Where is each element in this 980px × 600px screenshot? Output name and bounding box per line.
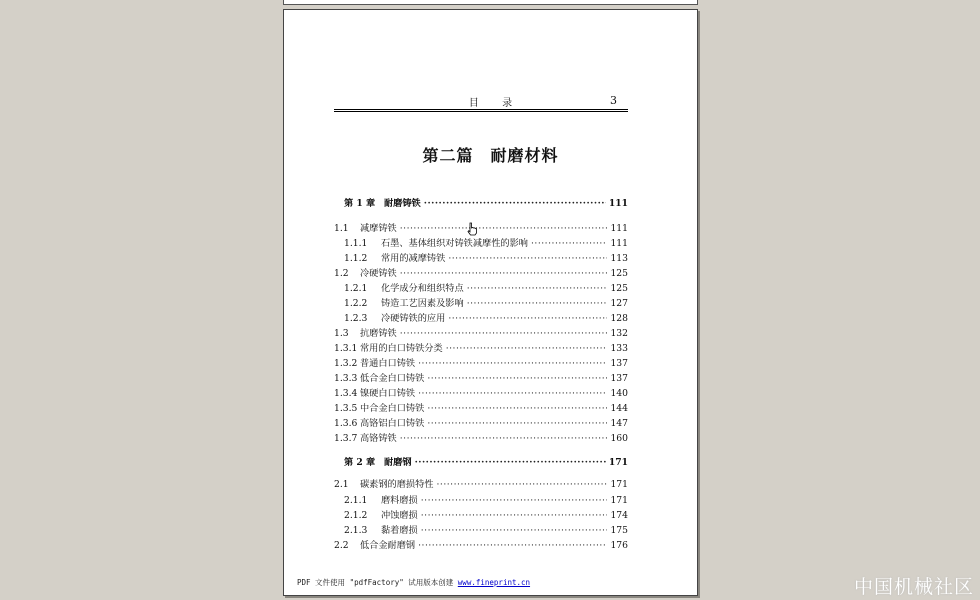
header-rule bbox=[334, 109, 628, 112]
hand-cursor-icon bbox=[466, 222, 478, 236]
previous-page-edge bbox=[283, 0, 698, 5]
toc-entry-page: 140 bbox=[610, 388, 628, 399]
toc-dot-leader bbox=[448, 312, 607, 326]
toc-entry-title: 低合金白口铸铁 bbox=[360, 373, 425, 384]
toc-entry-page: 132 bbox=[610, 328, 628, 339]
toc-row bbox=[334, 267, 628, 281]
toc-entry-page: 111 bbox=[610, 223, 628, 234]
toc-entry-title: 减摩铸铁 bbox=[360, 223, 397, 234]
toc-row bbox=[334, 327, 628, 341]
toc-entry-number: 1.2.1 bbox=[344, 283, 368, 294]
toc-dot-leader bbox=[400, 222, 608, 236]
toc-entry-number: 1.3 bbox=[334, 328, 349, 339]
toc-entry-title: 高铬铸铁 bbox=[360, 433, 397, 444]
toc-row bbox=[334, 417, 628, 431]
toc-dot-leader bbox=[421, 524, 608, 538]
toc-entry-number: 1.3.6 bbox=[334, 418, 358, 429]
toc-dot-leader bbox=[418, 387, 607, 401]
toc-entry-page: 125 bbox=[610, 268, 628, 279]
toc-dot-leader bbox=[448, 252, 607, 266]
toc-row bbox=[334, 252, 628, 266]
toc-entry-title: 碳素钢的磨损特性 bbox=[360, 479, 434, 490]
toc-entry-number: 1.3.1 bbox=[334, 343, 358, 354]
toc-row bbox=[334, 357, 628, 371]
toc-entry-page: 125 bbox=[610, 283, 628, 294]
toc-entry-number: 1.3.2 bbox=[334, 358, 358, 369]
toc-dot-leader bbox=[531, 237, 607, 251]
toc-entry-number: 2.1.1 bbox=[344, 495, 368, 506]
toc-entry-title: 石墨、基体组织对铸铁减摩性的影响 bbox=[381, 238, 528, 249]
toc-entry-page: 127 bbox=[610, 298, 628, 309]
toc-entry-page: 171 bbox=[610, 495, 628, 506]
toc-dot-leader bbox=[424, 197, 606, 211]
toc-entry-number: 1.2 bbox=[334, 268, 349, 279]
toc-entry-number: 1.3.7 bbox=[334, 433, 358, 444]
toc-entry-number: 1.3.4 bbox=[334, 388, 358, 399]
toc-dot-leader bbox=[467, 297, 608, 311]
toc-entry-title: 冷硬铸铁的应用 bbox=[381, 313, 446, 324]
toc-dot-leader bbox=[421, 509, 608, 523]
toc-dot-leader bbox=[446, 342, 608, 356]
toc-entry-page: 137 bbox=[610, 373, 628, 384]
toc-entry-number: 1.2.2 bbox=[344, 298, 368, 309]
toc-row bbox=[334, 342, 628, 356]
toc-entry-page: 147 bbox=[610, 418, 628, 429]
toc-dot-leader bbox=[418, 539, 607, 553]
toc-dot-leader bbox=[400, 267, 608, 281]
toc-entry-number: 2.2 bbox=[334, 540, 349, 551]
toc-entry-page: 171 bbox=[608, 457, 628, 468]
toc-row bbox=[334, 312, 628, 326]
toc-entry-page: 111 bbox=[608, 198, 628, 209]
toc-entry-title: 耐磨钢 bbox=[384, 457, 412, 468]
toc-entry-title: 常用的减摩铸铁 bbox=[381, 253, 446, 264]
toc-chapter-row bbox=[334, 456, 628, 470]
toc-dot-leader bbox=[467, 282, 608, 296]
toc-row bbox=[334, 222, 628, 236]
toc-entry-title: 冲蚀磨损 bbox=[381, 510, 418, 521]
document-page bbox=[283, 9, 698, 596]
part-title: 第二篇 耐磨材料 bbox=[422, 146, 559, 165]
toc-entry-number: 1.1.1 bbox=[344, 238, 368, 249]
toc-entry-page: 111 bbox=[610, 238, 628, 249]
toc-dot-leader bbox=[418, 357, 607, 371]
toc-entry-title: 镍硬白口铸铁 bbox=[360, 388, 416, 399]
pdf-footer bbox=[297, 577, 530, 588]
toc-row bbox=[334, 494, 628, 508]
toc-entry-title: 冷硬铸铁 bbox=[360, 268, 397, 279]
toc-entry-page: 113 bbox=[610, 253, 628, 264]
toc-dot-leader bbox=[437, 478, 608, 492]
toc-row bbox=[334, 372, 628, 386]
toc-dot-leader bbox=[427, 372, 607, 386]
toc-row bbox=[334, 524, 628, 538]
toc-row bbox=[334, 509, 628, 523]
toc-row bbox=[334, 237, 628, 251]
toc-entry-title: 黏着磨损 bbox=[381, 525, 418, 536]
toc-entry-number: 1.3.5 bbox=[334, 403, 358, 414]
toc-entry-title: 高铬铝白口铸铁 bbox=[360, 418, 425, 429]
toc-entry-title: 铸造工艺因素及影响 bbox=[381, 298, 464, 309]
toc-entry-title: 中合金白口铸铁 bbox=[360, 403, 425, 414]
toc-row bbox=[334, 387, 628, 401]
toc-entry-page: 175 bbox=[610, 525, 628, 536]
toc-entry-page: 174 bbox=[610, 510, 628, 521]
toc-entry-title: 低合金耐磨钢 bbox=[360, 540, 416, 551]
toc-entry-number: 2.1 bbox=[334, 479, 349, 490]
site-watermark: 中国机械社区 bbox=[853, 576, 974, 598]
toc-entry-title: 磨料磨损 bbox=[381, 495, 418, 506]
footer-link[interactable]: www.fineprint.cn bbox=[457, 578, 531, 587]
toc-entry-page: 160 bbox=[610, 433, 628, 444]
toc-entry-title: 耐磨铸铁 bbox=[384, 198, 421, 209]
toc-entry-page: 133 bbox=[610, 343, 628, 354]
toc-entry-title: 普通白口铸铁 bbox=[360, 358, 416, 369]
toc-entry-page: 171 bbox=[610, 479, 628, 490]
toc-entry-number: 2.1.2 bbox=[344, 510, 368, 521]
running-header-title: 目 录 bbox=[468, 98, 523, 109]
toc-entry-page: 137 bbox=[610, 358, 628, 369]
running-header-page-number: 3 bbox=[610, 94, 617, 107]
toc-entry-page: 176 bbox=[610, 540, 628, 551]
toc-entry-number: 1.3.3 bbox=[334, 373, 358, 384]
toc-entry-title: 化学成分和组织特点 bbox=[381, 283, 464, 294]
toc-row bbox=[334, 432, 628, 446]
footer-text: PDF 文件使用 "pdfFactory" 试用版本创建 bbox=[297, 578, 458, 587]
toc-dot-leader bbox=[400, 327, 608, 341]
toc-entry-number: 1.2.3 bbox=[344, 313, 368, 324]
toc-dot-leader bbox=[421, 494, 608, 508]
toc-entry-number: 第 2 章 bbox=[344, 457, 376, 468]
toc-dot-leader bbox=[415, 456, 606, 470]
toc-row bbox=[334, 297, 628, 311]
toc-entry-title: 抗磨铸铁 bbox=[360, 328, 397, 339]
toc-entry-title: 常用的白口铸铁分类 bbox=[360, 343, 443, 354]
toc-row bbox=[334, 478, 628, 492]
toc-entry-page: 128 bbox=[610, 313, 628, 324]
toc-row bbox=[334, 402, 628, 416]
toc-row bbox=[334, 282, 628, 296]
toc-dot-leader bbox=[427, 402, 607, 416]
toc-dot-leader bbox=[400, 432, 608, 446]
toc-entry-number: 1.1 bbox=[334, 223, 349, 234]
toc-entry-number: 1.1.2 bbox=[344, 253, 368, 264]
toc-row bbox=[334, 539, 628, 553]
toc-chapter-row bbox=[334, 197, 628, 211]
toc-entry-page: 144 bbox=[610, 403, 628, 414]
toc-entry-number: 2.1.3 bbox=[344, 525, 368, 536]
toc-dot-leader bbox=[427, 417, 607, 431]
toc-entry-number: 第 1 章 bbox=[344, 198, 376, 209]
